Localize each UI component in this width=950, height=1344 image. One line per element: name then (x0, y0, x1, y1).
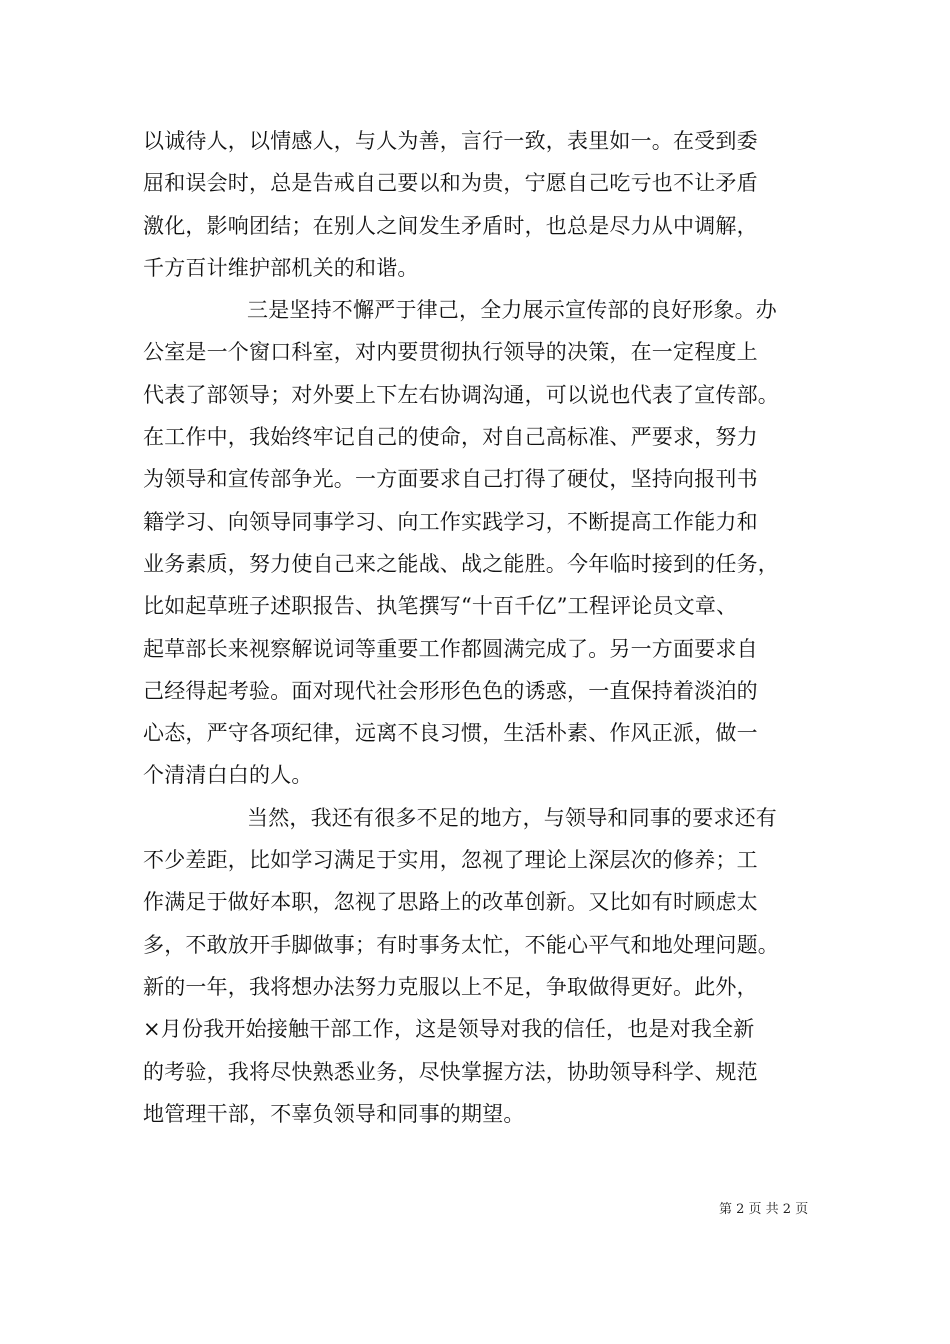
text-line: 比如起草班子述职报告、执笔撰写“十百千亿”工程评论员文章、 (143, 594, 738, 619)
text-line: 心态，严守各项纪律，远离不良习惯，生活朴素、作风正派，做一 (143, 721, 758, 746)
text-line: 不少差距，比如学习满足于实用，忽视了理论上深层次的修养；工 (143, 848, 758, 873)
text-line: 个清清白白的人。 (143, 763, 313, 788)
text-line: 作满足于做好本职，忽视了思路上的改革创新。又比如有时顾虑太 (143, 890, 758, 915)
text-line: 屈和误会时，总是告戒自己要以和为贵，宁愿自己吃亏也不让矛盾 (143, 171, 758, 196)
paragraph-start-line: 三是坚持不懈严于律己，全力展示宣传部的良好形象。办 (247, 298, 777, 323)
text-line: 的考验，我将尽快熟悉业务，尽快掌握方法，协助领导科学、规范 (143, 1059, 758, 1084)
text-line: ×月份我开始接触干部工作，这是领导对我的信任，也是对我全新 (143, 1017, 755, 1042)
text-line: 地管理干部，不辜负领导和同事的期望。 (143, 1101, 525, 1126)
text-line: 籍学习、向领导同事学习、向工作实践学习，不断提高工作能力和 (143, 509, 758, 534)
text-line: 多，不敢放开手脚做事；有时事务太忙，不能心平气和地处理问题。 (143, 932, 779, 957)
text-line: 以诚待人，以情感人，与人为善，言行一致，表里如一。在受到委 (143, 129, 758, 153)
text-line: 业务素质，努力使自己来之能战、战之能胜。今年临时接到的任务， (143, 551, 779, 576)
text-line: 激化，影响团结；在别人之间发生矛盾时，也总是尽力从中调解， (143, 213, 758, 238)
text-line: 代表了部领导；对外要上下左右协调沟通，可以说也代表了宣传部。 (143, 382, 779, 407)
text-line: 起草部长来视察解说词等重要工作都圆满完成了。另一方面要求自 (143, 636, 758, 661)
text-line: 公室是一个窗口科室，对内要贯彻执行领导的决策，在一定程度上 (143, 340, 758, 365)
paragraph-start-line: 当然，我还有很多不足的地方，与领导和同事的要求还有 (247, 805, 777, 830)
text-line: 千方百计维护部机关的和谐。 (143, 255, 419, 280)
text-line: 己经得起考验。面对现代社会形形色色的诱惑，一直保持着淡泊的 (143, 678, 758, 703)
body-text (143, 120, 833, 1135)
text-line: 在工作中，我始终牢记自己的使命，对自己高标准、严要求，努力 (143, 425, 758, 450)
page-number: 第 2 页 共 2 页 (719, 1202, 809, 1217)
text-line: 新的一年，我将想办法努力克服以上不足，争取做得更好。此外， (143, 974, 758, 999)
text-line: 为领导和宣传部争光。一方面要求自己打得了硬仗，坚持向报刊书 (143, 467, 758, 492)
